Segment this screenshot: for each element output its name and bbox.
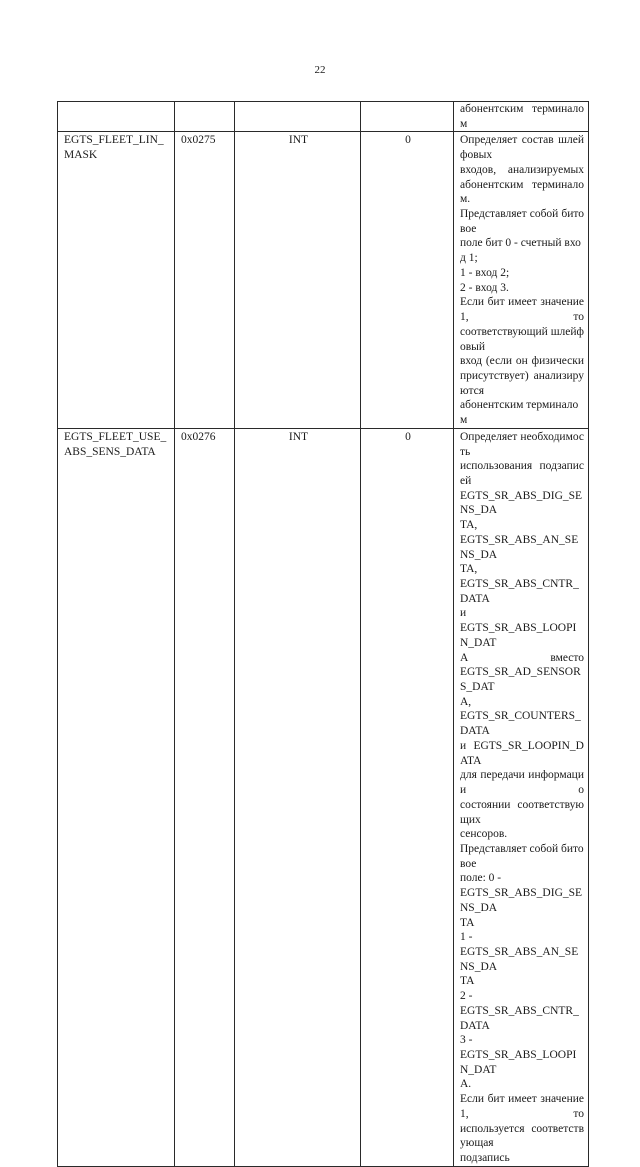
description-line: и EGTS_SR_LOOPIN_DATA xyxy=(460,739,584,767)
description-line: состоянии соответствующих xyxy=(460,798,584,826)
cell-type: INT xyxy=(235,428,361,1166)
description-line: EGTS_SR_ABS_AN_SENS_DA xyxy=(460,945,579,973)
description-line: EGTS_SR_ABS_DIG_SENS_DA xyxy=(460,887,583,914)
description-line: 1 - xyxy=(460,931,473,944)
description-line: TA, xyxy=(460,519,478,532)
cell-default: 0 xyxy=(361,428,454,1166)
description-line: A вместо xyxy=(460,651,584,664)
table-row xyxy=(58,132,589,428)
cell-default xyxy=(361,102,454,132)
description-line: Представляет собой битовое xyxy=(460,842,584,870)
description-line: A, xyxy=(460,695,472,708)
description-line: TA xyxy=(460,975,475,988)
description-line: входов, анализируемых xyxy=(460,163,584,176)
description-line: использования подзаписей xyxy=(460,460,584,487)
page-number: 22 xyxy=(314,64,326,76)
cell-code: 0x0275 xyxy=(175,132,235,428)
cell-code xyxy=(175,102,235,132)
description-line: Если бит имеет значение 1, то xyxy=(460,1093,584,1120)
cell-description: абонентским терминалом xyxy=(454,102,589,132)
cell-name xyxy=(58,102,175,132)
cell-description xyxy=(454,132,589,428)
cell-default: 0 xyxy=(361,132,454,428)
description-line: подзапись xyxy=(460,1152,510,1165)
description-line: TA, xyxy=(460,563,478,576)
description-line: для передачи информации о xyxy=(460,769,584,797)
description-line: используется соответствующая xyxy=(460,1122,584,1150)
cell-name: EGTS_FLEET_LIN_MASK xyxy=(58,132,175,428)
parameter-table xyxy=(57,101,589,1167)
description-line: соответствующий шлейфовый xyxy=(460,325,584,353)
description-line: 2 - xyxy=(460,990,473,1003)
description-line: 2 - вход 3. xyxy=(460,281,509,294)
description-line: вход (если он физически xyxy=(460,355,584,368)
description-line: сенсоров. xyxy=(460,828,508,841)
description-line: поле: 0 - xyxy=(460,872,502,885)
description-line: 1 - вход 2; xyxy=(460,266,510,279)
table-row xyxy=(58,428,589,1166)
description-line: EGTS_SR_ABS_LOOPIN_DAT xyxy=(460,622,577,649)
cell-description xyxy=(454,428,589,1166)
table-row-continuation xyxy=(58,102,589,132)
cell-name: EGTS_FLEET_USE_ABS_SENS_DATA xyxy=(58,428,175,1166)
description-line: присутствует) анализируются xyxy=(460,369,584,397)
description-line: EGTS_SR_COUNTERS_DATA xyxy=(460,710,581,738)
description-line: 3 - xyxy=(460,1034,473,1047)
description-line: EGTS_SR_ABS_AN_SENS_DA xyxy=(460,533,579,561)
description-line: EGTS_SR_ABS_CNTR_DATA xyxy=(460,1004,579,1032)
description-line: EGTS_SR_ABS_CNTR_DATA xyxy=(460,578,579,605)
description-line: абонентским терминалом xyxy=(460,399,579,427)
cell-type: INT xyxy=(235,132,361,428)
description-line: Определяет необходимость xyxy=(460,430,584,458)
description-line: TA xyxy=(460,916,475,929)
description-line: Определяет состав шлейфовых xyxy=(460,134,584,162)
description-line: поле бит 0 - счетный вход 1; xyxy=(460,237,581,265)
cell-code: 0x0276 xyxy=(175,428,235,1166)
description-line: A. xyxy=(460,1078,472,1091)
description-line: EGTS_SR_ABS_LOOPIN_DAT xyxy=(460,1049,577,1076)
description-line: Представляет собой битовое xyxy=(460,208,584,235)
description-line: абонентским терминалом. xyxy=(460,178,584,206)
cell-type xyxy=(235,102,361,132)
description-line: и xyxy=(460,607,467,620)
description-line: EGTS_SR_ABS_DIG_SENS_DA xyxy=(460,489,583,517)
description-line: EGTS_SR_AD_SENSORS_DAT xyxy=(460,666,581,694)
description-line: Если бит имеет значение 1, то xyxy=(460,296,584,324)
